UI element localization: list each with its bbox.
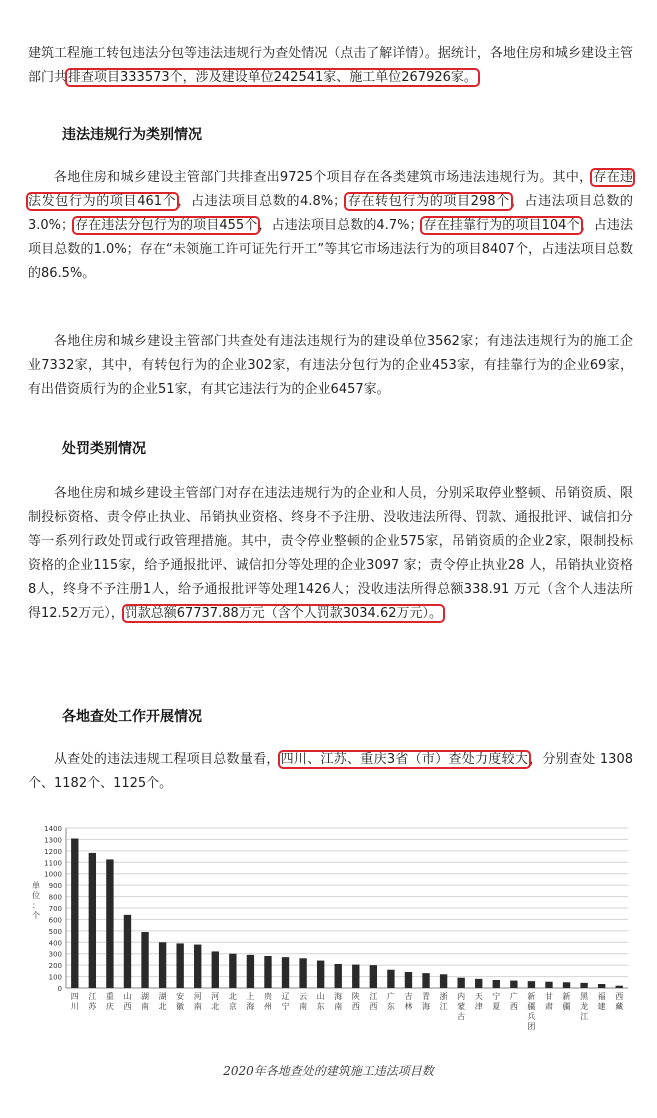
- x-tick-label: 宁: [492, 992, 501, 1001]
- x-tick-label: 建: [597, 1002, 606, 1011]
- bar-chart: [28, 818, 638, 1068]
- x-tick-label: 青: [422, 992, 431, 1001]
- x-tick-label: 西: [369, 1002, 378, 1011]
- intro-text: 建筑工程施工转包违法分包等违法违规行为查处情况（点击了解详情）。据统计，各地住房和城乡建设主管部门共: [28, 46, 633, 85]
- x-tick-label: 苏: [88, 1002, 97, 1011]
- s1-text-2: ，占违法项目总数的4.8%；: [177, 194, 347, 209]
- bar: [124, 915, 131, 988]
- y-tick-label: 200: [48, 962, 62, 971]
- x-tick-label: 浙: [439, 992, 448, 1001]
- y-tick-label: 100: [48, 973, 62, 982]
- s2-highlight-1: 罚款总额67737.88万元（含个人罚款3034.62万元）。: [124, 606, 443, 621]
- x-tick-label: 福: [597, 992, 606, 1001]
- x-tick-label: 江: [580, 1012, 589, 1021]
- bar: [335, 964, 342, 988]
- x-tick-label: 北: [158, 1002, 167, 1011]
- s2-text-1: 各地住房和城乡建设主管部门对存在违法违规行为的企业和人员，分别采取停业整顿、吊销资质、限制投标资格、责令停止执业、吊销执业资格、终身不予注册、没收违法所得、罚款、通报批评、诚信扣分等一系列行政处罚或行政管理措施。其中，责令停业整顿的企业575家，吊销资质的企业2家，限制投标资格的企业115家，给予通报批评、诚信扣分等处理的企业3097 家；责令停止执业28 人，吊销执业资格8人，终身不予注册1人，给予通报批评等处理1426人；没收违法所得总额338.91 万元（含个人违法所得12.52万元），: [28, 486, 633, 621]
- x-tick-label: 海: [422, 1002, 431, 1011]
- s1-highlight-3: 存在违法分包行为的项目455个: [75, 218, 258, 233]
- bar: [194, 945, 201, 988]
- x-tick-label: 天: [474, 992, 483, 1001]
- bar: [387, 970, 394, 988]
- x-tick-label: 西: [351, 1002, 360, 1011]
- x-tick-label: 辽: [281, 992, 290, 1001]
- chart-caption: 2020年各地查处的建筑施工违法项目数: [223, 1064, 434, 1078]
- y-tick-label: 700: [48, 905, 62, 913]
- x-tick-label: 江: [369, 992, 378, 1001]
- s1-highlight-2: 存在转包行为的项目298个: [347, 194, 510, 209]
- section1-paragraph2: 各地住房和城乡建设主管部门共查处有违法违规行为的建设单位3562家；有违法违规行为的施工企业7332家，其中，有转包行为的企业302家，有违法分包行为的企业453家，有挂靠行为的企业69家，有出借资质行为的企业51家，有其它违法行为的企业6457家。: [28, 334, 633, 397]
- x-tick-label: 夏: [492, 1002, 501, 1011]
- bar: [176, 943, 183, 988]
- x-tick-label: 北: [211, 1002, 220, 1011]
- x-tick-label: 新: [527, 992, 536, 1001]
- bar: [264, 956, 271, 988]
- x-tick-label: 西: [123, 1002, 132, 1011]
- x-tick-label: 庆: [105, 1002, 114, 1011]
- x-tick-label: 陕: [351, 992, 360, 1001]
- bar: [563, 982, 570, 988]
- x-tick-label: 疆: [562, 1002, 571, 1011]
- x-tick-label: 宁: [281, 1002, 290, 1011]
- bar: [545, 982, 552, 988]
- bar: [282, 957, 289, 988]
- x-tick-label: 川: [70, 1002, 79, 1011]
- bar: [141, 932, 148, 988]
- x-tick-label: 津: [474, 1002, 483, 1011]
- x-tick-label: 疆: [527, 1002, 536, 1011]
- section3-heading: 各地查处工作开展情况: [62, 709, 202, 725]
- x-tick-label: 新: [562, 992, 571, 1001]
- y-tick-label: 1400: [44, 825, 62, 833]
- x-tick-label: 云: [299, 992, 308, 1001]
- x-tick-label: 重: [105, 992, 114, 1001]
- y-tick-label: 1000: [44, 870, 62, 879]
- x-tick-label: 藏: [615, 1002, 624, 1011]
- x-tick-label: 西: [509, 1002, 518, 1011]
- y-tick-label: 300: [48, 950, 62, 959]
- x-tick-label: 河: [193, 992, 202, 1001]
- y-tick-label: 0: [57, 985, 62, 993]
- bar: [212, 951, 219, 988]
- x-tick-label: 西: [615, 992, 624, 1001]
- y-tick-label: 1200: [44, 847, 62, 856]
- x-tick-label: 林: [404, 1002, 413, 1011]
- s3-highlight-1: 四川、江苏、重庆3省（市）查处力度较大: [280, 752, 529, 767]
- intro-paragraph: [28, 42, 633, 90]
- x-tick-label: 肃: [544, 1002, 553, 1011]
- y-tick-label: 900: [48, 882, 62, 891]
- x-tick-label: 吉: [404, 992, 413, 1001]
- s1-text-5: ，占违法项目总数的1.0%；存在“未领施工许可证先行开工”等其它市场违法行为的项目8407个，占违法项目总数的86.5%。: [28, 218, 633, 281]
- x-tick-label: 湖: [141, 992, 150, 1001]
- s1-text-1: 各地住房和城乡建设主管部门共排查出9725个项目存在各类建筑市场违法违规行为。其中，: [54, 170, 593, 185]
- x-tick-label: 广: [386, 992, 395, 1001]
- x-tick-label: 贵: [263, 992, 272, 1001]
- y-tick-label: 600: [48, 916, 62, 925]
- y-tick-label: 800: [48, 893, 62, 902]
- s3-text-2: ，分别查处 1308个、1182个、1125个。: [28, 752, 633, 791]
- x-tick-label: 湖: [158, 992, 167, 1001]
- bar: [580, 983, 587, 988]
- x-tick-label: 内: [457, 992, 466, 1001]
- x-tick-label: 四: [70, 992, 79, 1001]
- bar: [598, 984, 605, 988]
- y-axis-label-char: ：: [32, 901, 40, 910]
- y-axis-label-char: 单: [32, 881, 40, 890]
- x-tick-label: 甘: [544, 992, 553, 1001]
- x-tick-label: 海: [246, 1002, 255, 1011]
- bar: [106, 859, 113, 988]
- s1-text-4: ，占违法项目总数的4.7%；: [258, 218, 423, 233]
- bar: [71, 839, 78, 988]
- x-tick-label: 安: [176, 992, 185, 1001]
- intro-highlight: 排查项目333573个，涉及建设单位242541家、施工单位267926家。: [68, 70, 477, 85]
- y-tick-label: 500: [48, 927, 62, 936]
- x-tick-label: 南: [299, 1002, 308, 1011]
- x-tick-label: 江: [439, 1002, 448, 1011]
- x-tick-label: 黑: [580, 992, 589, 1001]
- section2-paragraph: [28, 482, 633, 626]
- x-tick-label: 兵: [527, 1012, 536, 1021]
- bar: [352, 965, 359, 988]
- x-tick-label: 山: [123, 992, 132, 1001]
- y-axis-label-char: 个: [32, 911, 40, 920]
- x-tick-label: 蒙: [457, 1002, 466, 1011]
- x-tick-label: 东: [386, 1002, 395, 1011]
- bar: [422, 973, 429, 988]
- x-tick-label: 北: [228, 992, 237, 1001]
- x-tick-label: 徽: [176, 1002, 185, 1011]
- s1-highlight-1: 存在违法发包行为的项目461个: [28, 170, 633, 209]
- x-tick-label: 团: [527, 1022, 536, 1031]
- bar: [299, 958, 306, 988]
- x-tick-label: 海: [334, 992, 343, 1001]
- y-axis-label-char: 位: [32, 891, 40, 900]
- x-tick-label: 古: [457, 1012, 466, 1021]
- section1-heading: 违法违规行为类别情况: [62, 127, 202, 143]
- x-tick-label: 河: [211, 992, 220, 1001]
- x-tick-label: 东: [316, 1002, 325, 1011]
- bar: [493, 980, 500, 988]
- y-tick-label: 400: [48, 939, 62, 948]
- bar: [457, 978, 464, 988]
- section3-paragraph: [28, 748, 633, 796]
- section2-heading: 处罚类别情况: [62, 441, 146, 457]
- bar: [510, 981, 517, 988]
- bar: [440, 974, 447, 988]
- s1-text-3: ，占违法项目总数的3.0%；: [28, 194, 633, 233]
- bar: [247, 955, 254, 988]
- bar: [159, 942, 166, 988]
- s1-highlight-4: 存在挂靠行为的项目104个: [423, 218, 580, 233]
- bar-chart-svg: [28, 818, 638, 1068]
- bar: [405, 972, 412, 988]
- x-tick-label: 上: [246, 992, 255, 1001]
- x-tick-label: 广: [509, 992, 518, 1001]
- x-tick-label: 南: [193, 1002, 202, 1011]
- y-tick-label: 1100: [44, 859, 62, 868]
- x-tick-label: 江: [88, 992, 97, 1001]
- x-tick-label: 州: [263, 1002, 272, 1011]
- bar: [370, 965, 377, 988]
- bar: [229, 954, 236, 988]
- x-tick-label: 龙: [580, 1002, 589, 1011]
- x-tick-label: 南: [141, 1002, 150, 1011]
- bar: [528, 981, 535, 988]
- bar: [475, 979, 482, 988]
- section1-paragraph1: [28, 166, 633, 286]
- bar: [317, 961, 324, 988]
- x-tick-label: 山: [316, 992, 325, 1001]
- s3-text-1: 从查处的违法违规工程项目总数量看，: [54, 752, 280, 767]
- x-tick-label: 南: [334, 1002, 343, 1011]
- x-tick-label: 京: [228, 1002, 237, 1011]
- y-tick-label: 1300: [44, 836, 62, 845]
- bar: [616, 986, 623, 988]
- bar: [89, 853, 96, 988]
